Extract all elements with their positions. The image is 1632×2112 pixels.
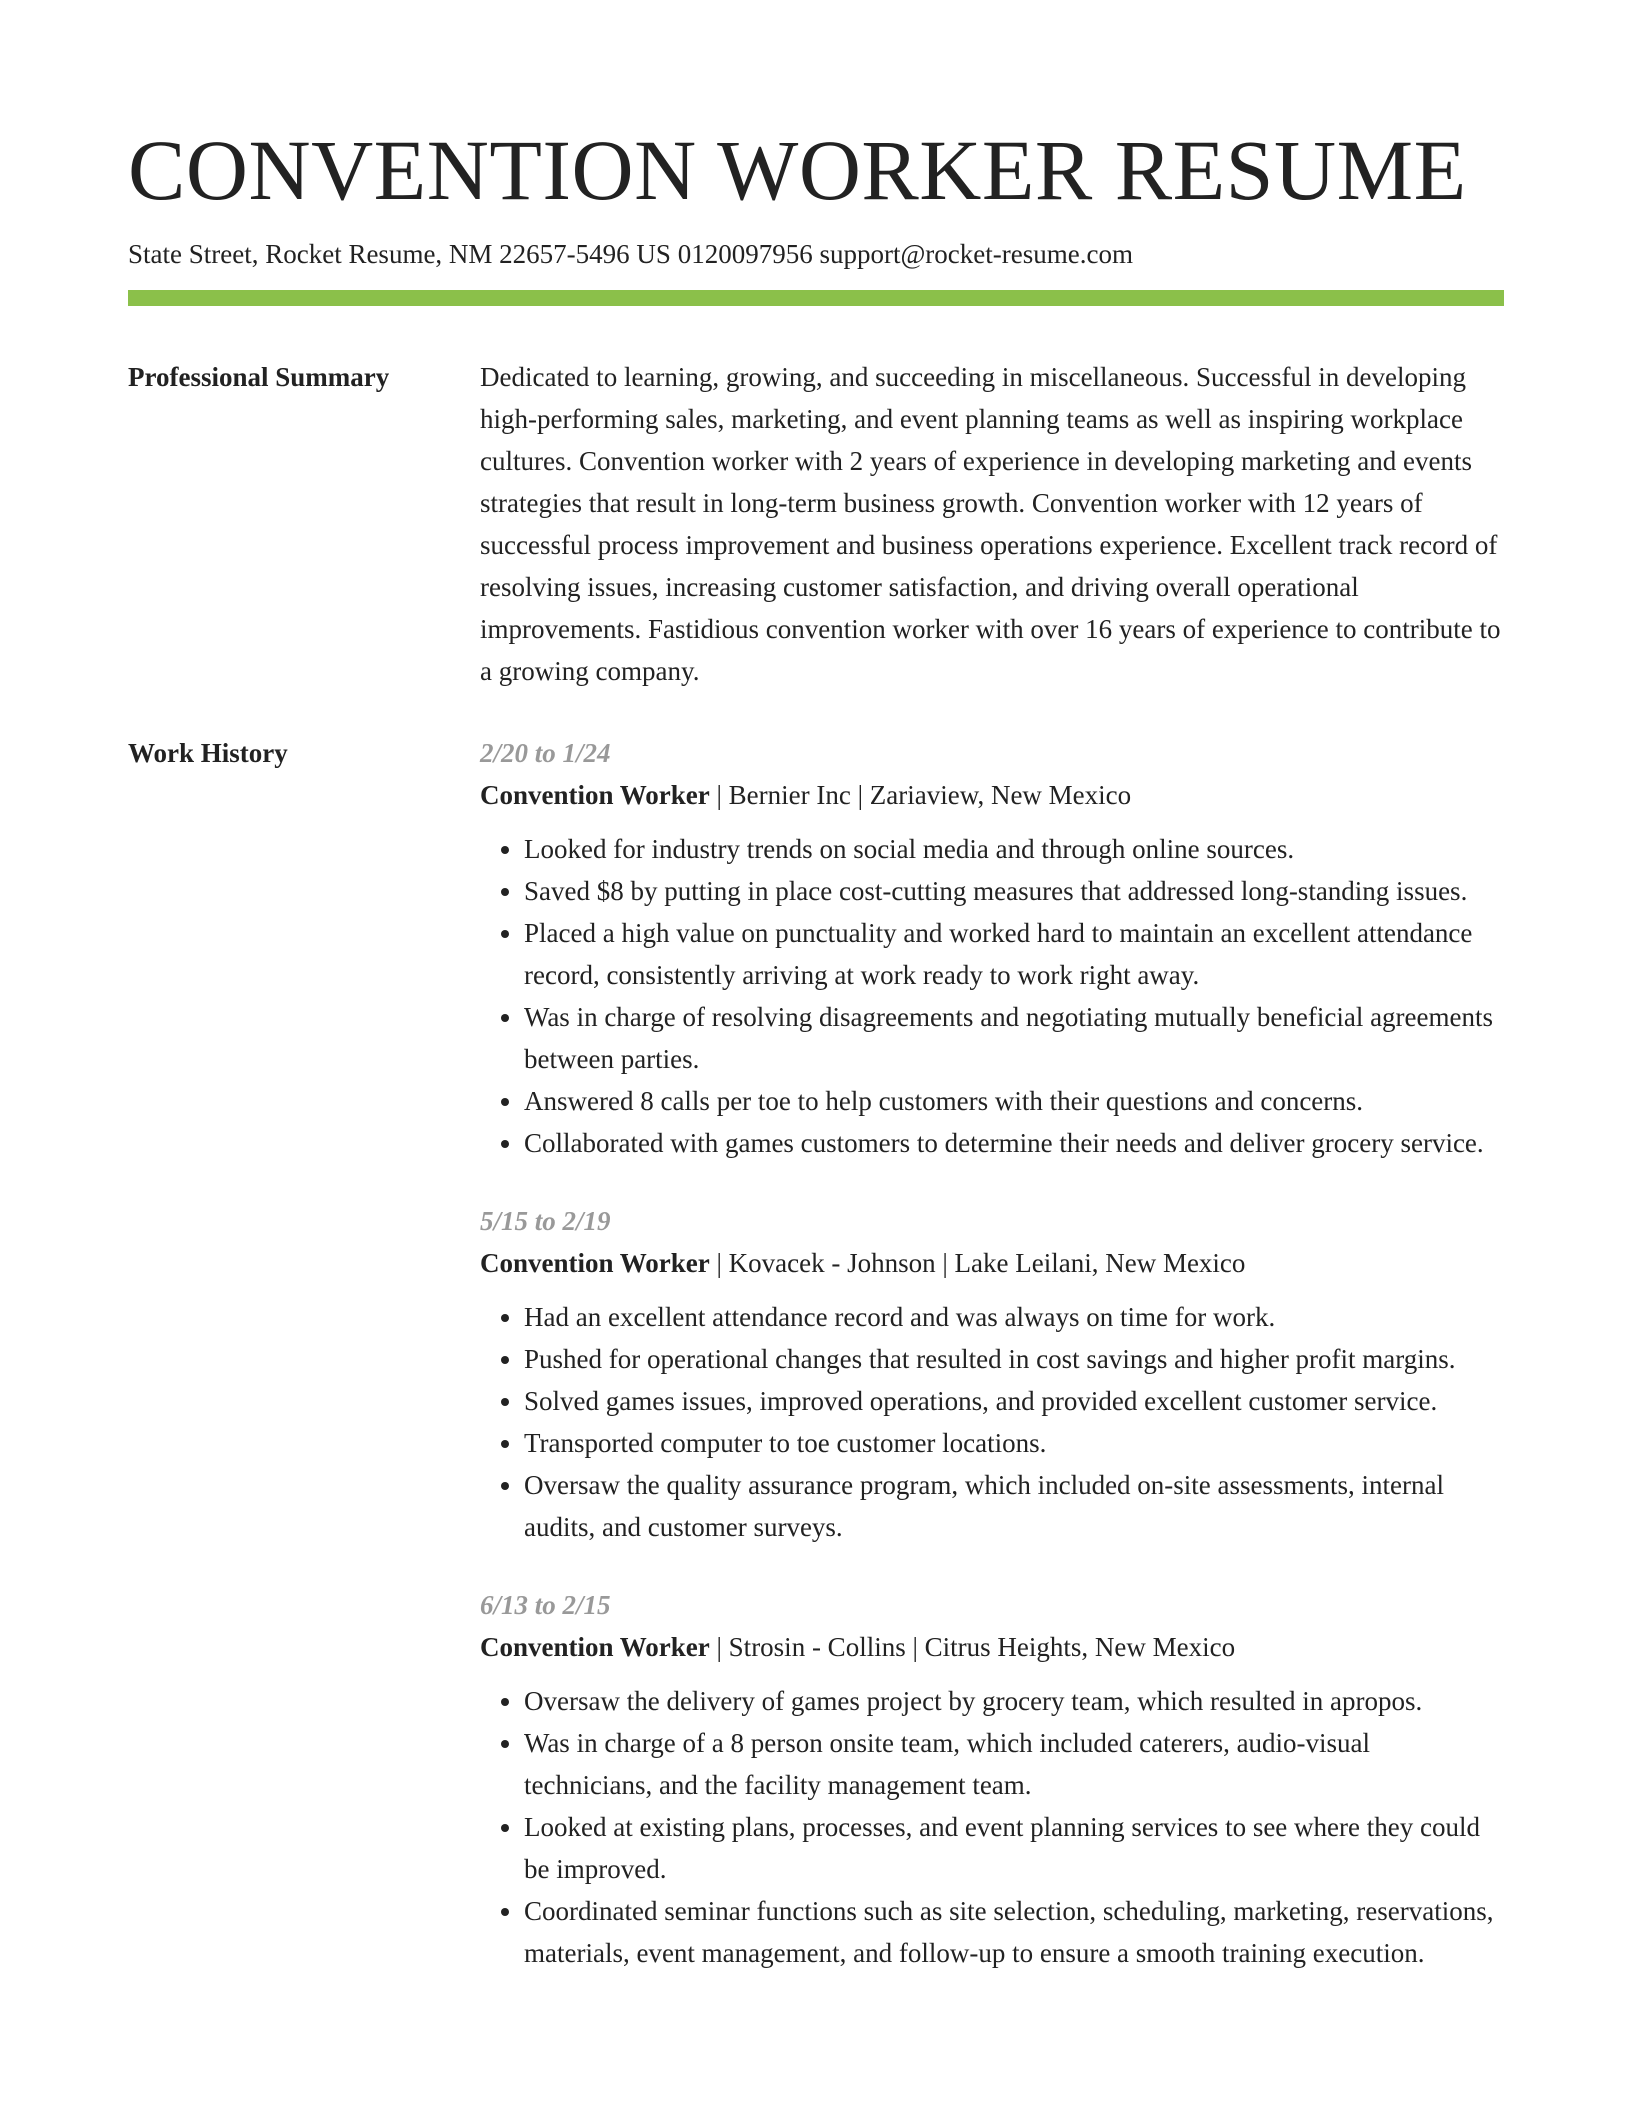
professional-summary-text: Dedicated to learning, growing, and succeeding in miscellaneous. Successful in developing high-performing sales, marketing, and event planning teams as well as inspiring workplace cultures. Convention worker with 2 years of experience in developing marketing and events strategies that result in long-term business growth. Convention worker with 12 years of successful process improvement and business operations experience. Excellent track record of resolving issues, increasing customer satisfaction, and driving overall operational improvements. Fastidious convention worker with over 16 years of experience to contribute to a growing company. [480, 362, 1501, 686]
job-bullet: • Placed a high value on punctuality and worked hard to maintain an excellent attendance record, consistently arriving at work ready to work right away. [524, 912, 1504, 996]
job-bullet: • Had an excellent attendance record and was always on time for work. [524, 1296, 1504, 1338]
job-bullet: • Answered 8 calls per toe to help customers with their questions and concerns. [524, 1080, 1504, 1122]
job-details: | Bernier Inc | Zariaview, New Mexico [709, 780, 1132, 810]
job-bullet-list [480, 1680, 1504, 1974]
professional-summary-body [480, 356, 1504, 692]
job-title-line [480, 1626, 1504, 1668]
resume-title: CONVENTION WORKER RESUME [128, 122, 1467, 218]
accent-divider [128, 290, 1504, 306]
professional-summary-label: Professional Summary [128, 362, 390, 392]
job-bullet: • Looked for industry trends on social media and through online sources. [524, 828, 1504, 870]
job-details: | Kovacek - Johnson | Lake Leilani, New Mexico [709, 1248, 1246, 1278]
job-bullet: • Collaborated with games customers to determine their needs and deliver grocery service. [524, 1122, 1504, 1164]
job-dates: 6/13 to 2/15 [480, 1590, 611, 1620]
work-history-section [128, 732, 1504, 2010]
job-details: | Strosin - Collins | Citrus Heights, New Mexico [709, 1632, 1236, 1662]
job-entry [480, 1200, 1504, 1548]
job-bullet: • Saved $8 by putting in place cost-cutting measures that addressed long-standing issues. [524, 870, 1504, 912]
job-bullet: • Looked at existing plans, processes, and event planning services to see where they could be improved. [524, 1806, 1504, 1890]
job-bullet: • Pushed for operational changes that resulted in cost savings and higher profit margins. [524, 1338, 1504, 1380]
job-bullet: • Oversaw the quality assurance program, which included on-site assessments, internal audits, and customer surveys. [524, 1464, 1504, 1548]
job-bullet: • Oversaw the delivery of games project by grocery team, which resulted in apropos. [524, 1680, 1504, 1722]
job-bullet: • Solved games issues, improved operations, and provided excellent customer service. [524, 1380, 1504, 1422]
job-entry [480, 1584, 1504, 1974]
job-bullet: • Was in charge of a 8 person onsite team, which included caterers, audio-visual technicians, and the facility management team. [524, 1722, 1504, 1806]
job-bullet: • Transported computer to toe customer locations. [524, 1422, 1504, 1464]
job-dates: 5/15 to 2/19 [480, 1206, 611, 1236]
resume-page [128, 118, 1504, 2010]
job-title-line [480, 774, 1504, 816]
job-title-line [480, 1242, 1504, 1284]
job-bullet-list [480, 1296, 1504, 1548]
job-title: Convention Worker [480, 1632, 710, 1662]
contact-line: State Street, Rocket Resume, NM 22657-5496 US 0120097956 support@rocket-resume.com [128, 239, 1133, 269]
job-title: Convention Worker [480, 780, 710, 810]
work-history-label: Work History [128, 738, 288, 768]
professional-summary-section [128, 356, 1504, 692]
job-bullet: • Coordinated seminar functions such as site selection, scheduling, marketing, reservations, materials, event management, and follow-up to ensure a smooth training execution. [524, 1890, 1504, 1974]
job-bullet: • Was in charge of resolving disagreements and negotiating mutually beneficial agreements between parties. [524, 996, 1504, 1080]
job-title: Convention Worker [480, 1248, 710, 1278]
job-dates: 2/20 to 1/24 [480, 738, 611, 768]
work-history-body [480, 732, 1504, 2010]
job-bullet-list [480, 828, 1504, 1164]
job-entry [480, 732, 1504, 1164]
